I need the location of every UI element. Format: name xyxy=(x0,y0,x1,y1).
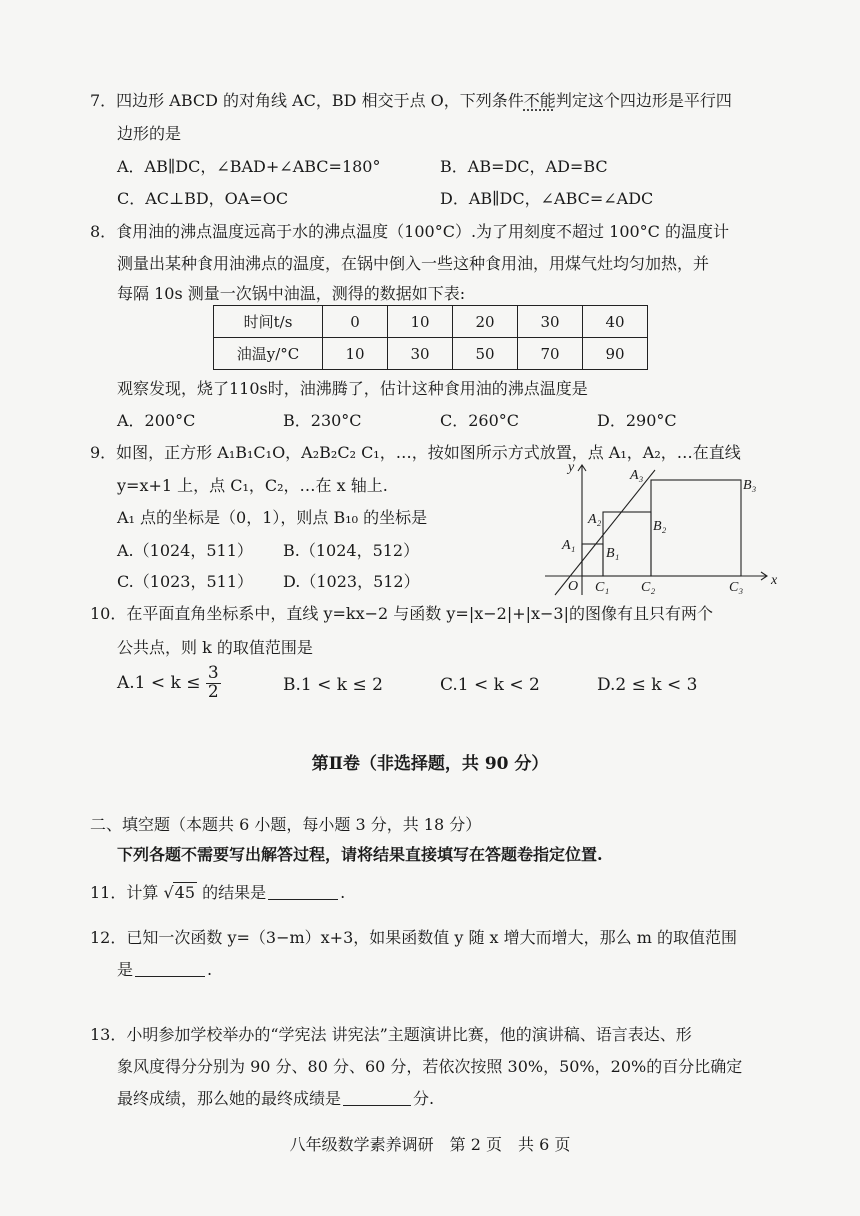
label-o: O xyxy=(568,579,579,594)
q7-option-a: A．AB∥DC，∠BAD+∠ABC=180° xyxy=(117,157,381,176)
q8-option-a: A．200°C xyxy=(117,411,196,430)
q10-option-d: D.2 ≤ k < 3 xyxy=(597,675,698,695)
section-part-heading: 二、填空题（本题共 6 小题，每小题 3 分，共 18 分） xyxy=(90,815,482,834)
table-cell: 40 xyxy=(583,306,648,338)
label-x: x xyxy=(771,573,778,588)
table-cell: 70 xyxy=(518,338,583,370)
table-row xyxy=(214,306,648,338)
radicand: 45 xyxy=(174,883,196,902)
q10-option-c: C.1 < k < 2 xyxy=(440,675,540,695)
q9-option-a: A.（1024，511） xyxy=(117,541,253,560)
q7-emphasis: 不能 xyxy=(523,91,556,110)
q10-line1: 10．在平面直角坐标系中，直线 y=kx−2 与函数 y=|x−2|+|x−3|的图像有且只有两个 xyxy=(90,604,714,623)
answer-blank xyxy=(268,883,338,900)
q9-squares-figure xyxy=(535,455,785,600)
answer-blank xyxy=(135,960,205,977)
q8-line3: 每隔 10s 测量一次锅中油温，测得的数据如下表: xyxy=(117,284,466,303)
q9-line1: 9．如图，正方形 A₁B₁C₁O，A₂B₂C₂ C₁，…，按如图所示方式放置，点 A₁，A₂，…在直线 xyxy=(90,443,741,462)
table-cell: 30 xyxy=(518,306,583,338)
q9-option-c: C.（1023，511） xyxy=(117,572,254,591)
q12-line1: 12．已知一次函数 y=（3−m）x+3，如果函数值 y 随 x 增大而增大，那么 m 的取值范围 xyxy=(90,928,738,947)
q7-option-b: B．AB=DC，AD=BC xyxy=(440,157,608,176)
table-row-label: 时间t/s xyxy=(214,306,323,338)
table-cell: 90 xyxy=(583,338,648,370)
table-cell: 50 xyxy=(453,338,518,370)
q7-option-c: C．AC⊥BD，OA=OC xyxy=(117,189,289,208)
q8-option-d: D．290°C xyxy=(597,411,677,430)
label-y: y xyxy=(568,460,575,475)
q9-line3: A₁ 点的坐标是（0，1），则点 B₁₀ 的坐标是 xyxy=(117,508,428,527)
label-a3: A₃ xyxy=(630,468,644,483)
label-c3: C₃ xyxy=(729,580,744,595)
q8-line1: 8．食用油的沸点温度远高于水的沸点温度（100°C）.为了用刻度不超过 100°C 的温度计 xyxy=(90,222,730,241)
label-a1: A₁ xyxy=(562,538,576,553)
q13-line3: 最终成绩，那么她的最终成绩是 分. xyxy=(117,1089,435,1108)
q8-option-c: C．260°C xyxy=(440,411,520,430)
q13-line1: 13．小明参加学校举办的“学宪法 讲宪法”主题演讲比赛，他的演讲稿、语言表达、形 xyxy=(90,1025,692,1044)
answer-blank xyxy=(343,1089,411,1106)
table-cell: 20 xyxy=(453,306,518,338)
q8-line4: 观察发现，烧了110s时，油沸腾了，估计这种食用油的沸点温度是 xyxy=(117,379,588,398)
label-b3: B₃ xyxy=(743,478,757,493)
q9-option-d: D.（1023，512） xyxy=(283,572,420,591)
q7-line2: 边形的是 xyxy=(117,124,182,143)
section-2-title: 第Ⅱ卷（非选择题，共 90 分） xyxy=(311,754,549,774)
q10-option-b: B.1 < k ≤ 2 xyxy=(283,675,383,695)
q8-line2: 测量出某种食用油沸点的温度，在锅中倒入一些这种食用油，用煤气灶均匀加热，并 xyxy=(117,254,710,273)
q9-line2: y=x+1 上，点 C₁，C₂，…在 x 轴上. xyxy=(117,476,388,495)
label-b1: B₁ xyxy=(606,546,620,561)
table-cell: 0 xyxy=(323,306,388,338)
q13-line2: 象风度得分分别为 90 分、80 分、60 分，若依次按照 30%，50%，20%的百分比确定 xyxy=(117,1057,743,1076)
table-cell: 10 xyxy=(323,338,388,370)
table-cell: 30 xyxy=(388,338,453,370)
square-2 xyxy=(603,512,651,576)
q10-line2: 公共点，则 k 的取值范围是 xyxy=(117,638,313,657)
q7-line1: 7．四边形 ABCD 的对角线 AC，BD 相交于点 O，下列条件不能判定这个四边形是平行四 xyxy=(90,91,732,110)
table-row-label: 油温y/°C xyxy=(214,338,323,370)
q9-option-b: B.（1024，512） xyxy=(283,541,420,560)
label-c1: C₁ xyxy=(595,580,610,595)
label-c2: C₂ xyxy=(641,580,656,595)
sqrt-symbol: √ xyxy=(163,883,174,902)
fraction: $\frac{3}{2}$ xyxy=(207,663,219,702)
label-b2: B₂ xyxy=(653,519,667,534)
q11: 11．计算 √45 的结果是 . xyxy=(90,883,346,902)
table-cell: 10 xyxy=(388,306,453,338)
label-a2: A₂ xyxy=(588,512,602,527)
q10-option-a: A.1 < k ≤ $\frac{3}{2}$ xyxy=(117,663,219,702)
section-instruction: 下列各题不需要写出解答过程，请将结果直接填写在答题卷指定位置. xyxy=(117,845,603,864)
q8-option-b: B．230°C xyxy=(283,411,362,430)
q7-option-d: D．AB∥DC，∠ABC=∠ADC xyxy=(440,189,654,208)
page-footer: 八年级数学素养调研 第 2 页 共 6 页 xyxy=(289,1135,571,1154)
table-row xyxy=(214,338,648,370)
q12-line2: 是 . xyxy=(117,960,213,979)
q8-data-table xyxy=(213,305,648,370)
